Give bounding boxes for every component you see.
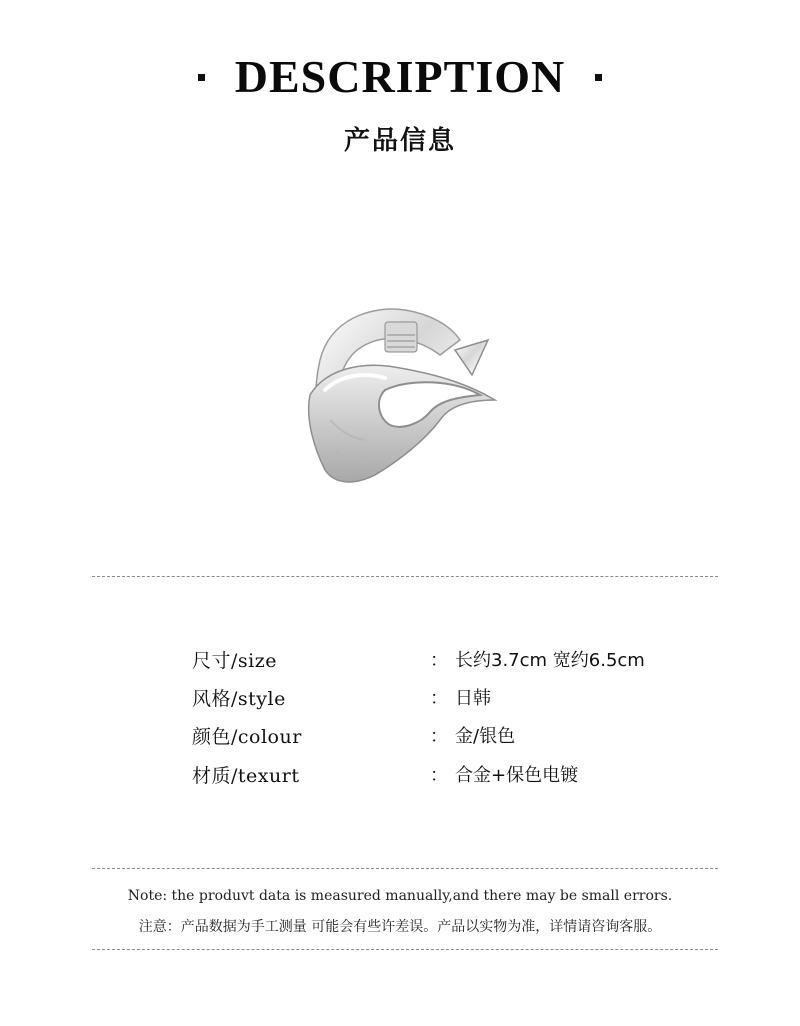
section-divider-middle xyxy=(92,868,718,869)
spec-colon: ： xyxy=(430,765,448,786)
spec-value: 合金+保色电镀 xyxy=(455,765,579,786)
note-chinese: 注意：产品数据为手工测量 可能会有些许差误。产品以实物为准，详情请咨询客服。 xyxy=(138,919,662,935)
spec-label: 风格/style xyxy=(192,688,286,710)
note-english: Note: the produvt data is measured manually,and there may be small errors. xyxy=(127,888,673,904)
section-divider-bottom xyxy=(92,949,718,950)
page-subtitle: 产品信息 xyxy=(343,126,456,156)
spec-colon: ： xyxy=(430,688,448,709)
spec-colon: ： xyxy=(430,650,448,671)
spec-value: 日韩 xyxy=(455,688,491,709)
spec-value: 金/银色 xyxy=(455,726,516,747)
spec-row-size xyxy=(0,646,800,676)
page-title xyxy=(0,50,800,103)
title-text: DESCRIPTION xyxy=(234,51,566,102)
spec-label: 颜色/colour xyxy=(192,726,302,748)
spec-row-texture xyxy=(0,761,800,791)
spec-row-style xyxy=(0,684,800,714)
spec-row-colour xyxy=(0,722,800,752)
spec-label: 材质/texurt xyxy=(192,765,300,787)
bullet-dot-right xyxy=(595,74,602,81)
silver-hair-claw-clip-photo xyxy=(290,300,500,500)
spec-label: 尺寸/size xyxy=(192,650,277,672)
section-divider-top xyxy=(92,576,718,577)
bullet-dot-left xyxy=(198,74,205,81)
spec-value: 长约3.7cm 宽约6.5cm xyxy=(455,650,645,671)
spec-colon: ： xyxy=(430,726,448,747)
